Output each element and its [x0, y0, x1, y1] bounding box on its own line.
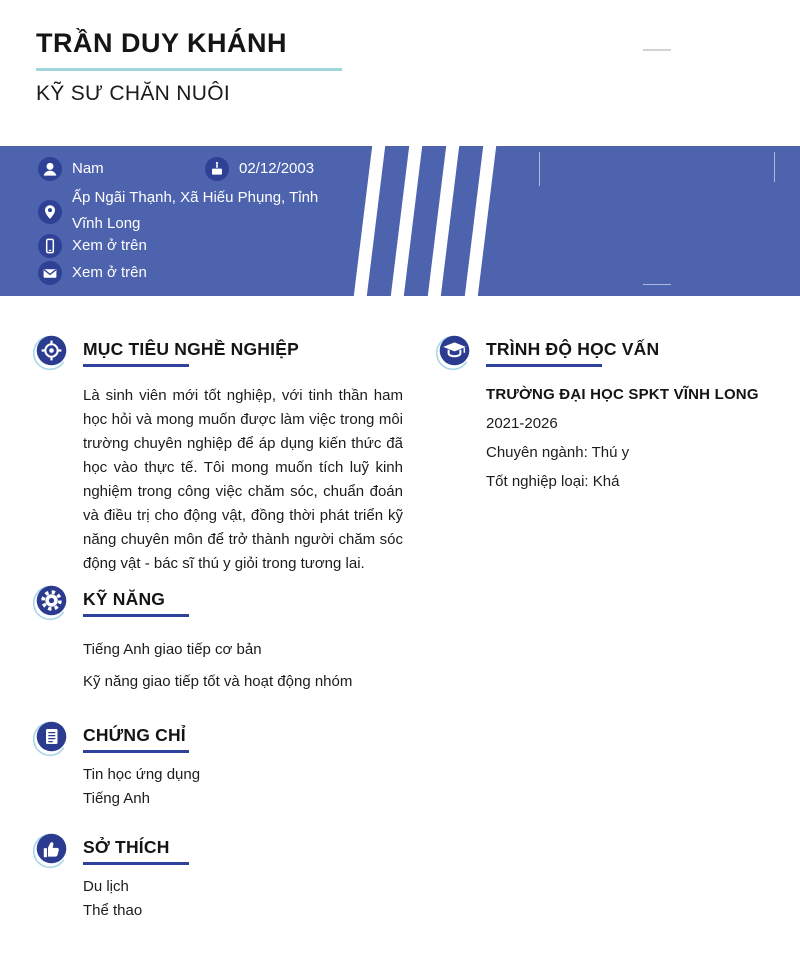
- hobbies-title: SỞ THÍCH: [83, 837, 170, 857]
- hobby-item: Du lịch: [83, 878, 129, 895]
- section-objective: [30, 332, 402, 576]
- certificates-title: CHỨNG CHỈ: [83, 725, 186, 745]
- gear-icon: [30, 582, 72, 624]
- certificate-item: Tiếng Anh: [83, 790, 150, 807]
- person-icon: [38, 157, 62, 181]
- certificate-document-icon: [30, 718, 72, 760]
- name-underline-rule: [36, 68, 342, 71]
- section-certificates: [30, 718, 402, 811]
- banner-stripe: [354, 146, 385, 296]
- cv-header: [36, 27, 342, 106]
- target-icon: [30, 332, 72, 374]
- birthday-cake-icon: [205, 157, 229, 181]
- heading-underline: [83, 862, 189, 865]
- decorative-hairline: [539, 152, 540, 186]
- certificates-header: [30, 718, 402, 760]
- banner-stripe: [428, 146, 459, 296]
- section-education: [433, 332, 793, 491]
- banner-stripe: [391, 146, 422, 296]
- contact-birthday: [205, 157, 314, 181]
- skills-list: [83, 640, 402, 692]
- education-major: Chuyên ngành: Thú y: [486, 444, 630, 461]
- certificate-item: Tin học ứng dụng: [83, 766, 201, 783]
- certificates-list: [83, 763, 402, 811]
- decorative-artifact-line: [643, 49, 671, 51]
- skills-title: KỸ NĂNG: [83, 589, 166, 609]
- education-years: 2021-2026: [486, 415, 558, 432]
- location-pin-icon: [38, 200, 62, 224]
- hobbies-header: [30, 830, 402, 872]
- hobbies-list: [83, 875, 402, 923]
- graduation-cap-icon: [433, 332, 475, 374]
- banner-stripe: [465, 146, 496, 296]
- decorative-hairline: [774, 152, 775, 182]
- education-school: TRƯỜNG ĐẠI HỌC SPKT VĨNH LONG: [486, 386, 759, 403]
- education-body: [486, 386, 793, 491]
- education-grade: Tốt nghiệp loại: Khá: [486, 473, 620, 490]
- right-column: [433, 332, 793, 502]
- education-header: [433, 332, 793, 374]
- education-title: TRÌNH ĐỘ HỌC VẤN: [486, 339, 660, 359]
- hobby-item: Thể thao: [83, 902, 143, 919]
- heading-underline: [83, 750, 189, 753]
- phone-value: Xem ở trên: [72, 237, 147, 254]
- job-title: KỸ SƯ CHĂN NUÔI: [36, 82, 230, 105]
- skill-item: Kỹ năng giao tiếp tốt và hoạt động nhóm: [83, 673, 353, 690]
- objective-title: MỤC TIÊU NGHỀ NGHIỆP: [83, 339, 299, 359]
- contact-address: [38, 186, 338, 238]
- phone-icon: [38, 234, 62, 258]
- left-column: [30, 332, 402, 923]
- section-skills: [30, 582, 402, 692]
- objective-header: [30, 332, 402, 374]
- heading-underline: [83, 364, 189, 367]
- objective-title-wrap: [83, 332, 299, 367]
- skills-header: [30, 582, 402, 624]
- heading-underline: [83, 614, 189, 617]
- objective-body: [83, 384, 402, 576]
- hobbies-title-wrap: [83, 830, 189, 865]
- section-hobbies: [30, 830, 402, 923]
- address-value: Ấp Ngãi Thạnh, Xã Hiếu Phụng, Tỉnh Vĩnh Long: [72, 189, 319, 232]
- contact-phone: [38, 234, 147, 258]
- gender-value: Nam: [72, 160, 104, 177]
- skill-item: Tiếng Anh giao tiếp cơ bản: [83, 641, 262, 658]
- contact-email: [38, 261, 147, 285]
- contact-gender: [38, 157, 104, 181]
- person-name: TRẦN DUY KHÁNH: [36, 28, 288, 58]
- contact-banner: [0, 146, 800, 296]
- decorative-hairline: [643, 284, 671, 285]
- education-title-wrap: [486, 332, 659, 367]
- skills-title-wrap: [83, 582, 189, 617]
- certificates-title-wrap: [83, 718, 189, 753]
- objective-paragraph: Là sinh viên mới tốt nghiệp, với tinh thần ham học hỏi và mong muốn được làm việc trong môi trường chuyên nghiệp để áp dụng kiến thức đã học vào thực tế. Tôi mong muốn tích luỹ kinh nghiệm trong công việc chăm sóc, chuẩn đoán và điều trị cho động vật, đồng thời phát triển kỹ năng chuyên môn để trở thành người chăm sóc động vật - bác sĩ thú y giỏi trong tương lai.: [83, 387, 403, 572]
- birthday-value: 02/12/2003: [239, 160, 315, 177]
- email-value: Xem ở trên: [72, 264, 147, 281]
- email-icon: [38, 261, 62, 285]
- heading-underline: [486, 364, 602, 367]
- thumbs-up-icon: [30, 830, 72, 872]
